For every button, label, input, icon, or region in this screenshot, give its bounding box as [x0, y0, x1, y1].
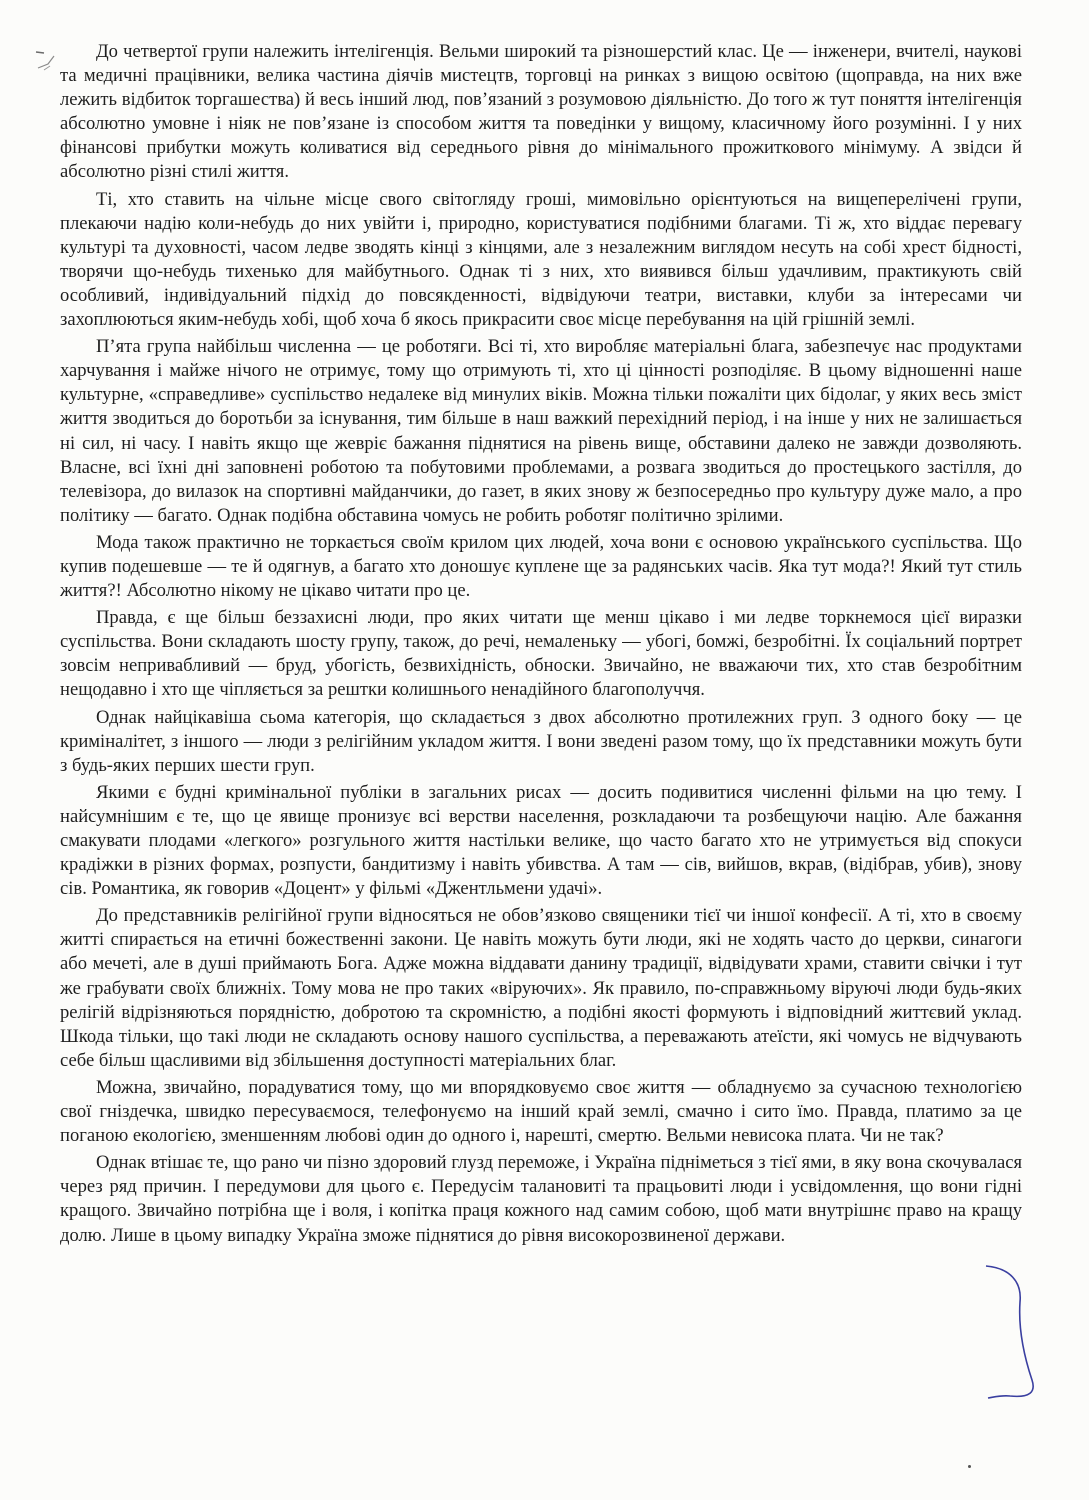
- paragraph-modern-life: Можна, звичайно, порадуватися тому, що ми впорядковуємо своє життя — обладнуємо за сучасною технологією свої гніздечка, швидко пересуваємося, телефонуємо на інший край землі, смачно і сито їмо. Правда, платимо за це поганою екологією, зменшенням любові один до одного і, нарешті, смертю. Вельми невисока плата. Чи не так?: [60, 1076, 1022, 1147]
- paragraph-religious: До представників релігійної групи відносяться не обов’язково священики тієї чи іншої конфесії. А ті, хто в своєму житті спирається на етичні божественні закони. Це навіть можуть бути люди, які не ходять часто до церкви, синагоги або мечеті, але в душі приймають Бога. Адже можна віддавати данину традиції, відвідувати храми, ставити свічки і тут же грабувати своїх ближніх. Тому мова не про таких «віруючих». Як правило, по-справжньому віруючі люди будь-яких релігій відрізняються порядністю, добротою та скромністю, а подібні якості формують і відповідний життєвий уклад. Шкода тільки, що такі люди не складають основу нашого суспільства, а переважають атеїсти, які чомусь не відчувають себе більш щасливими від збільшення доступності матеріальних благ.: [60, 905, 1022, 1071]
- paragraph-fashion: Мода також практично не торкається своїм крилом цих людей, хоча вони є основою українського суспільства. Що купив подешевше — те й одягнув, а багато хто доношує куплене ще за радянських часів. Яка тут мода?! Який тут стиль життя?! Абсолютно нікому не цікаво читати про це.: [60, 531, 1022, 602]
- paragraph-money-vs-culture: Ті, хто ставить на чільне місце свого світогляду гроші, мимовільно орієнтуються на вищеперелічені групи, плекаючи надію коли-небудь до них увійти і, природно, користуватися подібними благами. Ті ж, хто віддає перевагу культурі та духовності, часом ледве зводять кінці з кінцями, але з незалежним виглядом несуть на собі хрест бідності, творячи що-небудь тихенько для майбутнього. Однак ті з них, хто виявився більш удачливим, практикують свій особливий, індивідуальний підхід до повсякденності, відвідуючи театри, виставки, клуби за інтересами чи захоплюються яким-небудь хобі, щоб хоча б якось прикрасити своє місце перебування на цій грішній землі.: [60, 188, 1022, 331]
- paragraph-workers: П’ята група найбільш численна — це роботяги. Всі ті, хто виробляє матеріальні блага, забезпечує нас продуктами харчування і майже нічого не отримує, тому що отримують ті, хто ці цінності розподіляє. В цьому відношенні наше культурне, «справедливе» суспільство недалеке від минулих віків. Можна тільки пожаліти цих бідолаг, у яких весь зміст життя зводиться до боротьби за існування, тим більше в наш важкий перехідний період, і на інше у них не залишається ні сил, ні часу. І навіть якщо ще жевріє бажання піднятися на рівень вище, обставини далеко не завжди дозволяють. Власне, всі їхні дні заповнені роботою та побутовими проблемами, а розвага зводиться до простецького застілля, до телевізора, до вилазок на спортивні майданчики, до газет, в яких знову ж безпосередньо про культуру дуже мало, а про політику — багато. Однак подібна обставина чомусь не робить роботяг політично зрілими.: [60, 336, 1022, 526]
- paragraph-sixth-group: Правда, є ще більш беззахисні люди, про яких читати ще менш цікаво і ми ледве торкнемося цієї виразки суспільства. Вони складають шосту групу, також, до речі, немаленьку — убогі, бомжі, безробітні. Їх соціальний портрет зовсім непривабливий — бруд, убогість, безвихідність, обноски. Звичайно, не вважаючи тих, хто став безробітним нещодавно і хто ще чіпляється за рештки колишнього ненадійного благополуччя.: [60, 607, 1022, 701]
- article-text: [60, 40, 1022, 1248]
- paragraph-conclusion: Однак втішає те, що рано чи пізно здоровий глузд переможе, і Україна підніметься з тієї ями, в яку вона скочувалася через ряд причин. І передумови для цього є. Передусім талановиті та працьовиті люди і усвідомлення, що вони гідні кращого. Звичайно потрібна ще і воля, і копітка праця кожного над самим собою, щоб мати внутрішнє право на кращу долю. Лише в цьому випадку Україна зможе піднятися до рівня високорозвиненої держави.: [60, 1152, 1022, 1246]
- margin-bracket-icon: [980, 1262, 1050, 1412]
- speck: [968, 1465, 971, 1468]
- paragraph-intelligentsia: До четвертої групи належить інтелігенція. Вельми широкий та різношерстий клас. Це — інженери, вчителі, наукові та медичні працівники, велика частина діячів мистецтв, торговці на ринках з вищою освітою (щоправда, на них вже лежить відбиток торгашества) й весь інший люд, пов’язаний з розумовою діяльністю. До того ж тут поняття інтелігенція абсолютно умовне і ніяк не пов’язане із способом життя та поведінки у вищому, класичному його розумінні. І у них фінансові прибутки можуть коливатися від середнього рівня до мінімального прожиткового мінімуму. А звідси й абсолютно різні стилі життя.: [60, 41, 1022, 183]
- paragraph-criminal: Якими є будні кримінальної публіки в загальних рисах — досить подивитися численні фільми на цю тему. І найсумнішим є те, що це явище пронизує всі верстви населення, розкладаючи та розбещуючи націю. Але бажання смакувати плодами «легкого» розгульного життя настільки велике, що часто багато хто не утримується від спокуси крадіжки в різних формах, розпусти, бандитизму і навіть убивства. А там — сів, вийшов, вкрав, (відібрав, убив), знову сів. Романтика, як говорив «Доцент» у фільмі «Джентльмени удачі».: [60, 781, 1022, 900]
- paragraph-seventh-category: Однак найцікавіша сьома категорія, що складається з двох абсолютно протилежних груп. З одного боку — це криміналітет, з іншого — люди з релігійним укладом життя. І вони зведені разом тому, що їх представники можуть бути з будь-яких перших шести груп.: [60, 706, 1022, 776]
